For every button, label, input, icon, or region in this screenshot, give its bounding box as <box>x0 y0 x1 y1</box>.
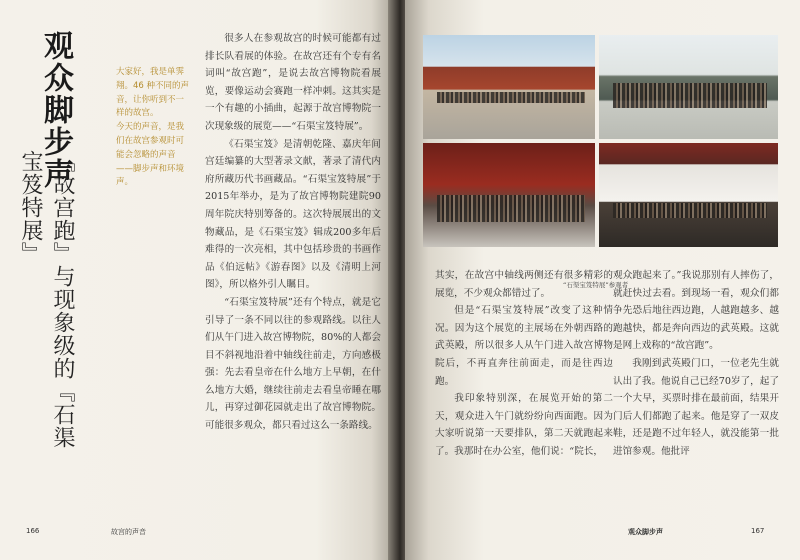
running-title-left: 故宫的声音 <box>111 528 146 536</box>
photo-caption: “石渠宝笈特展”参观者 <box>563 281 629 289</box>
running-title-right: 观众脚步声 <box>628 528 663 536</box>
body-text-left <box>205 30 381 435</box>
body-text-right-col-b <box>613 267 779 461</box>
body-paragraph: 我刚到武英殿门口，一位老先生就认出了我。他说自己已经70岁了，起了一个大早，买票时排在最前面，结果开门后人们都跑了起来。他是穿了一双皮鞋，还是跑不过年轻人，就没能第一批进馆参观。他批评 <box>613 357 779 457</box>
page-number-left: 166 <box>26 527 40 535</box>
body-paragraph: 观众跑起来了。”我说那别有人摔伤了，就赶快过去看。到现场一看，观众们都争先恐后地往西边跑，人越跑越多、越跑越快，都是奔向西边的武英殿。这就是网上戏称的“故宫跑”。 <box>613 270 779 352</box>
photo-exhibition-hall <box>599 143 778 247</box>
intro-paragraph: 今天的声音，是我们在故宫参观时可能会忽略的声音——脚步声和环境声。 <box>116 122 185 188</box>
chapter-title: 观众脚步声 <box>38 30 73 190</box>
photo-queue-red-wall <box>423 143 595 247</box>
body-paragraph: “石渠宝笈特展”还有个特点，就是它引导了一条不同以往的参观路线。以往人们从午门进入故宫博物院，80%的人都会目不斜视地沿着中轴线往前走，方向感极强：先去看皇帝在什么地方上早朝，在什么地方大婚，继续往前走去看皇帝睡在哪儿，再穿过御花园就走出了故宫博物院。可能很多观众，都只看过这么一条路线。 <box>205 296 381 432</box>
body-text-right-col-a <box>435 267 613 461</box>
body-paragraph: 很多人在参观故宫的时候可能都有过排长队看展的体验。在故宫还有个专有名词叫“故宫跑”，是说去故宫博物院看展览，要像运动会赛跑一样冲刺。这其实是一个有趣的小插曲，起源于故宫博物院一次现象级的展览——“石渠宝笈特展”。 <box>205 33 381 132</box>
page-number-right: 167 <box>751 527 765 535</box>
body-paragraph: 《石渠宝笈》是清朝乾隆、嘉庆年间宫廷编纂的大型著录文献，著录了清代内府所藏历代书画藏品。“石渠宝笈特展”于2015年举办，是为了故宫博物院建院90周年院庆特别筹备的。这次特展展出的文物藏品，是《石渠宝笈》辑成200多年后难得的一次亮相，其中包括珍贵的书画作品《伯远帖》《游春图》以及《清明上河图》，所以格外引人瞩目。 <box>205 138 381 291</box>
body-paragraph: 其实，在故宫中轴线两侧还有很多精彩的展览，不少观众都错过了。 <box>435 270 613 299</box>
body-paragraph: 我印象特别深，在展览开始的第二天，观众进入午门就纷纷向西面跑。因为大家听说第一天要排队，第二天就跑起来了。我那时在办公室，他们说：“院长， <box>435 393 613 457</box>
left-page <box>0 0 395 560</box>
right-page <box>405 0 800 560</box>
intro-text <box>116 66 192 190</box>
photo-queue-terrace <box>599 35 778 139</box>
photo-palace-courtyard <box>423 35 595 139</box>
body-paragraph: 但是“石渠宝笈特展”改变了这种情况。因为这个展览的主展场在外朝西路的武英殿，所以很多人从午门进入故宫博物院后，不再直奔往前面走，而是往西边跑。 <box>435 305 613 387</box>
intro-paragraph: 大家好，我是单霁翔。46 种不同的声音，让你听到不一样的故宫。 <box>116 67 190 119</box>
chapter-subtitle: 『故宫跑』与现象级的『石渠宝笈特展』 <box>18 150 75 449</box>
